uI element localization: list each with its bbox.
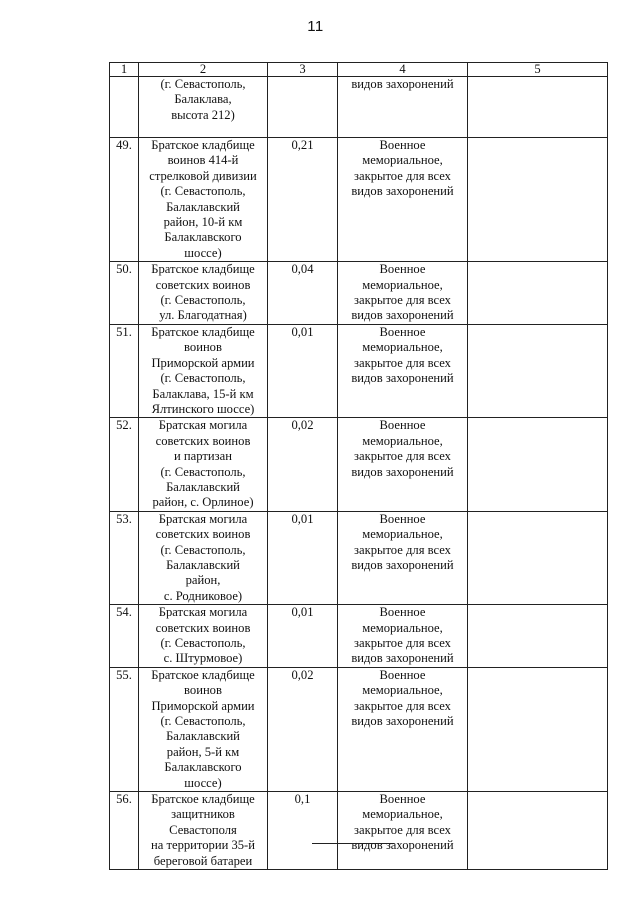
table-body	[110, 77, 608, 870]
site-purpose: Военное мемориальное, закрытое для всех видов захоронений	[338, 667, 468, 791]
table-row	[110, 138, 608, 262]
site-purpose: Военное мемориальное, закрытое для всех видов захоронений	[338, 511, 468, 604]
site-name: Братское кладбище воинов 414-й стрелковой дивизии (г. Севастополь, Балаклавский район, 10-й км Балаклавского шоссе)	[139, 138, 268, 262]
column-header-5: 5	[468, 63, 608, 77]
row-number: 49.	[110, 138, 139, 262]
table-row	[110, 77, 608, 138]
end-of-document-line	[312, 843, 394, 844]
table-row	[110, 418, 608, 511]
site-note	[468, 511, 608, 604]
site-purpose: Военное мемориальное, закрытое для всех видов захоронений	[338, 324, 468, 417]
row-number: 55.	[110, 667, 139, 791]
site-name: Братская могила советских воинов (г. Севастополь, с. Штурмовое)	[139, 605, 268, 668]
site-area: 0,01	[268, 511, 338, 604]
site-area: 0,02	[268, 667, 338, 791]
site-note	[468, 605, 608, 668]
site-purpose: Военное мемориальное, закрытое для всех видов захоронений	[338, 605, 468, 668]
site-purpose: Военное мемориальное, закрытое для всех видов захоронений	[338, 138, 468, 262]
column-header-1: 1	[110, 63, 139, 77]
row-number: 50.	[110, 262, 139, 325]
site-note	[468, 138, 608, 262]
site-note	[468, 324, 608, 417]
row-number: 56.	[110, 792, 139, 870]
site-area: 0,04	[268, 262, 338, 325]
site-name: Братское кладбище воинов Приморской армии (г. Севастополь, Балаклавский район, 5-й км Балаклавского шоссе)	[139, 667, 268, 791]
site-name: Братское кладбище воинов Приморской армии (г. Севастополь, Балаклава, 15-й км Ялтинского шоссе)	[139, 324, 268, 417]
site-note	[468, 418, 608, 511]
site-area: 0,01	[268, 605, 338, 668]
column-header-2: 2	[139, 63, 268, 77]
table-row	[110, 324, 608, 417]
site-purpose: видов захоронений	[338, 77, 468, 138]
site-purpose: Военное мемориальное, закрытое для всех видов захоронений	[338, 418, 468, 511]
column-header-4: 4	[338, 63, 468, 77]
site-purpose: Военное мемориальное, закрытое для всех видов захоронений	[338, 792, 468, 870]
site-area	[268, 77, 338, 138]
table-row	[110, 667, 608, 791]
table-row	[110, 262, 608, 325]
site-name: Братское кладбище советских воинов (г. Севастополь, ул. Благодатная)	[139, 262, 268, 325]
site-purpose: Военное мемориальное, закрытое для всех видов захоронений	[338, 262, 468, 325]
row-number: 53.	[110, 511, 139, 604]
row-number: 52.	[110, 418, 139, 511]
site-area: 0,21	[268, 138, 338, 262]
burial-sites-table	[109, 62, 608, 870]
site-note	[468, 792, 608, 870]
site-area: 0,01	[268, 324, 338, 417]
row-number	[110, 77, 139, 138]
site-note	[468, 667, 608, 791]
site-area: 0,02	[268, 418, 338, 511]
table-row	[110, 605, 608, 668]
site-note	[468, 262, 608, 325]
table-row	[110, 792, 608, 870]
table-header-row	[110, 63, 608, 77]
page-number: 11	[307, 18, 324, 35]
row-number: 51.	[110, 324, 139, 417]
site-name: Братская могила советских воинов и партизан (г. Севастополь, Балаклавский район, с. Орлиное)	[139, 418, 268, 511]
site-name: Братская могила советских воинов (г. Севастополь, Балаклавский район, с. Родниковое)	[139, 511, 268, 604]
table-header	[110, 63, 608, 77]
site-note	[468, 77, 608, 138]
site-area: 0,1	[268, 792, 338, 870]
table-row	[110, 511, 608, 604]
row-number: 54.	[110, 605, 139, 668]
site-name: (г. Севастополь, Балаклава, высота 212)	[139, 77, 268, 138]
column-header-3: 3	[268, 63, 338, 77]
site-name: Братское кладбище защитников Севастополя на территории 35-й береговой батареи	[139, 792, 268, 870]
